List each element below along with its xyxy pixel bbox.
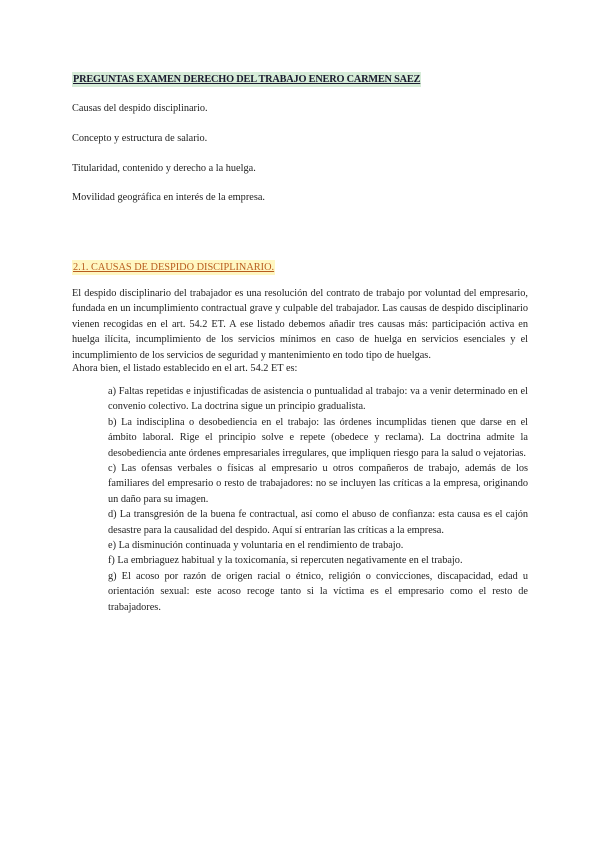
intro-paragraph: El despido disciplinario del trabajador es una resolución del contrato de trabajo por voluntad del empresario, fundada en un incumplimiento contractual grave y culpable del trabajador. Las causas de despido disciplinario vienen recogidas en el art. 54.2 ET. A ese listado debemos añadir tres causas más: participación activa en huelga ilícita, incumplimiento de los servicios mínimos en caso de huelga en servicios esenciales y el incumplimiento de los servicios de seguridad y mantenimiento en todo tipo de huelgas. (72, 288, 528, 361)
topic-item: Causas del despido disciplinario. (72, 103, 208, 114)
list-item: e) La disminución continuada y voluntaria en el rendimiento de trabajo. (108, 540, 404, 552)
list-item: f) La embriaguez habitual y la toxicomanía, si repercuten negativamente en el trabajo. (108, 555, 463, 567)
list-item: a) Faltas repetidas e injustificadas de asistencia o puntualidad al trabajo: va a venir determinado en el convenio colectivo. La doctrina sigue un principio gradualista. (108, 386, 528, 413)
document-title: PREGUNTAS EXAMEN DERECHO DEL TRABAJO ENERO CARMEN SAEZ (72, 72, 421, 87)
list-intro: Ahora bien, el listado establecido en el art. 54.2 ET es: (72, 363, 298, 374)
topic-item: Movilidad geográfica en interés de la empresa. (72, 192, 265, 203)
section-heading: 2.1. CAUSAS DE DESPIDO DISCIPLINARIO. (72, 260, 275, 275)
list-item: b) La indisciplina o desobediencia en el trabajo: las órdenes incumplidas tienen que darse en el ámbito laboral. Rige el principio solve e repete (obedece y reclama). La doctrina admite la desobediencia ante órdenes empresariales irregulares, que impliquen riesgo para la salud o vejatorias. (108, 416, 528, 459)
list-item: g) El acoso por razón de origen racial o étnico, religión o convicciones, discapacidad, edad u orientación sexual: este acoso recoge tanto si la víctima es el empresario como el resto de trabajadores. (108, 570, 528, 613)
list-item: d) La transgresión de la buena fe contractual, así como el abuso de confianza: esta causa es el cajón desastre para la causalidad del despido. Aquí sí entrarían las críticas a la empresa. (108, 509, 528, 536)
list-item: c) Las ofensas verbales o físicas al empresario u otros compañeros de trabajo, además de los familiares del empresario o resto de trabajadores: no se incluyen las críticas a la empresa, originando un daño para su imagen. (108, 463, 528, 505)
topic-item: Titularidad, contenido y derecho a la huelga. (72, 163, 256, 174)
causes-list (108, 384, 528, 615)
topic-item: Concepto y estructura de salario. (72, 133, 208, 144)
